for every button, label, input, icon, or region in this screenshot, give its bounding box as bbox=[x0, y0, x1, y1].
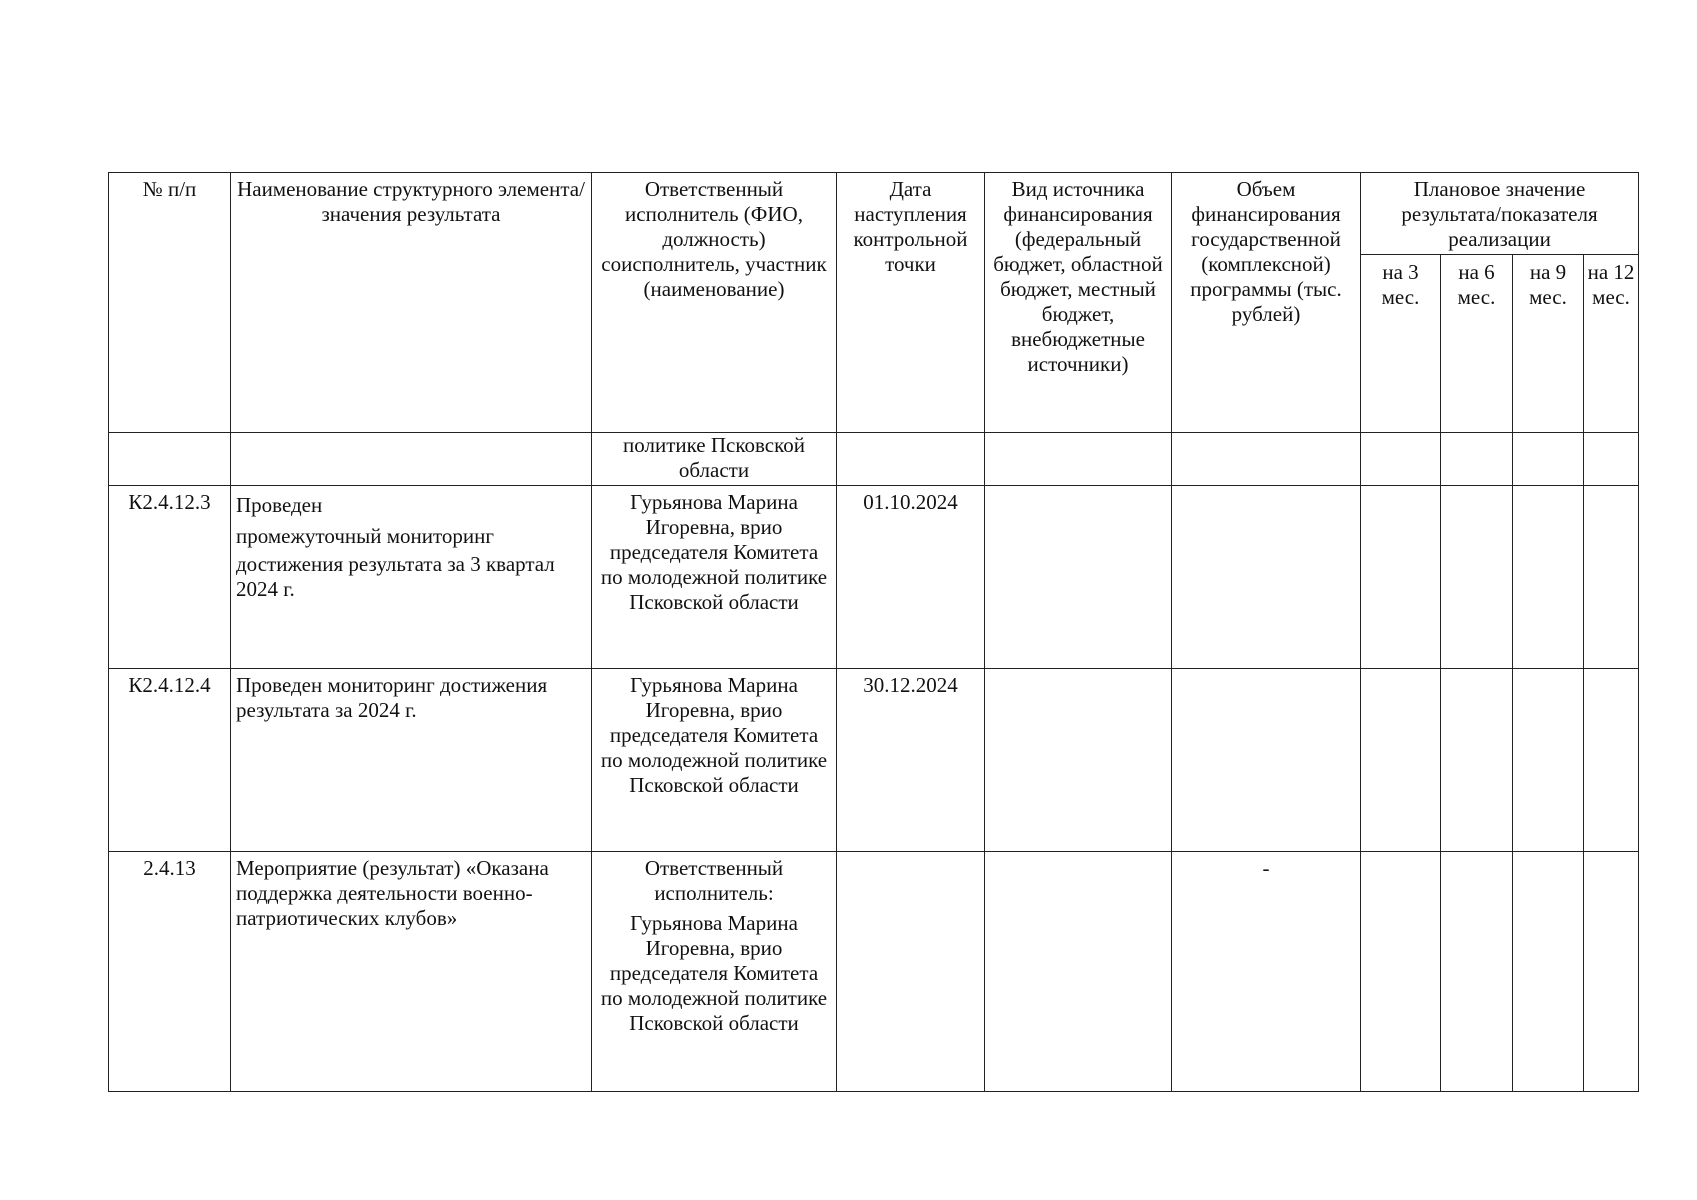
cell-responsible-text: Гурьянова Марина Игоревна, врио председателя Комитета по молодежной политике Псковской области bbox=[600, 911, 828, 1035]
cell-m12 bbox=[1584, 852, 1639, 1092]
table-row bbox=[109, 486, 1639, 669]
cell-name-line: достижения результата за 3 квартал 2024 г. bbox=[236, 552, 555, 601]
cell-source bbox=[985, 669, 1172, 852]
table-row bbox=[109, 669, 1639, 852]
cell-responsible-label: Ответственный исполнитель: bbox=[644, 856, 784, 905]
cell-m6 bbox=[1441, 486, 1513, 669]
cell-m9 bbox=[1513, 669, 1584, 852]
cell-volume: - bbox=[1172, 852, 1361, 1092]
header-m6: на 6 мес. bbox=[1441, 255, 1513, 433]
cell-m12 bbox=[1584, 486, 1639, 669]
cell-num: К2.4.12.4 bbox=[109, 669, 231, 852]
cell-source bbox=[985, 852, 1172, 1092]
cell-m12 bbox=[1584, 433, 1639, 486]
header-date: Дата наступления контрольной точки bbox=[837, 173, 985, 433]
cell-num bbox=[109, 433, 231, 486]
cell-source bbox=[985, 486, 1172, 669]
header-volume: Объем финансирования государственной (комплексной) программы (тыс. рублей) bbox=[1172, 173, 1361, 433]
cell-responsible bbox=[592, 852, 837, 1092]
cell-date bbox=[837, 852, 985, 1092]
table-row bbox=[109, 433, 1639, 486]
cell-date: 01.10.2024 bbox=[837, 486, 985, 669]
cell-volume bbox=[1172, 486, 1361, 669]
header-m9: на 9 мес. bbox=[1513, 255, 1584, 433]
header-num: № п/п bbox=[109, 173, 231, 433]
plan-table bbox=[108, 172, 1639, 1092]
cell-name bbox=[231, 433, 592, 486]
cell-m12 bbox=[1584, 669, 1639, 852]
header-m12: на 12 мес. bbox=[1584, 255, 1639, 433]
cell-m9 bbox=[1513, 852, 1584, 1092]
cell-m9 bbox=[1513, 433, 1584, 486]
cell-m3 bbox=[1361, 433, 1441, 486]
header-plan: Плановое значение результата/показателя реализации bbox=[1361, 173, 1639, 255]
cell-responsible: Гурьянова Марина Игоревна, врио председателя Комитета по молодежной политике Псковской области bbox=[592, 669, 837, 852]
cell-date bbox=[837, 433, 985, 486]
header-m3: на 3 мес. bbox=[1361, 255, 1441, 433]
cell-num: К2.4.12.3 bbox=[109, 486, 231, 669]
cell-m6 bbox=[1441, 852, 1513, 1092]
cell-responsible: Гурьянова Марина Игоревна, врио председателя Комитета по молодежной политике Псковской области bbox=[592, 486, 837, 669]
cell-m6 bbox=[1441, 433, 1513, 486]
cell-name-line: Проведен bbox=[236, 493, 323, 517]
cell-m6 bbox=[1441, 669, 1513, 852]
cell-source bbox=[985, 433, 1172, 486]
table-row bbox=[109, 852, 1639, 1092]
header-responsible: Ответственный исполнитель (ФИО, должность) соисполнитель, участник (наименование) bbox=[592, 173, 837, 433]
cell-name-line: промежуточный мониторинг bbox=[236, 524, 494, 548]
cell-num: 2.4.13 bbox=[109, 852, 231, 1092]
cell-m9 bbox=[1513, 486, 1584, 669]
cell-m3 bbox=[1361, 852, 1441, 1092]
cell-name bbox=[231, 486, 592, 669]
cell-responsible: политике Псковской области bbox=[592, 433, 837, 486]
cell-date: 30.12.2024 bbox=[837, 669, 985, 852]
cell-name: Проведен мониторинг достижения результата за 2024 г. bbox=[231, 669, 592, 852]
header-row bbox=[109, 173, 1639, 255]
cell-m3 bbox=[1361, 669, 1441, 852]
cell-volume bbox=[1172, 433, 1361, 486]
cell-name: Мероприятие (результат) «Оказана поддержка деятельности военно-патриотических клубов» bbox=[231, 852, 592, 1092]
header-source: Вид источника финансирования (федеральный бюджет, областной бюджет, местный бюджет, внебюджетные источники) bbox=[985, 173, 1172, 433]
cell-m3 bbox=[1361, 486, 1441, 669]
cell-volume bbox=[1172, 669, 1361, 852]
header-name: Наименование структурного элемента/ значения результата bbox=[231, 173, 592, 433]
